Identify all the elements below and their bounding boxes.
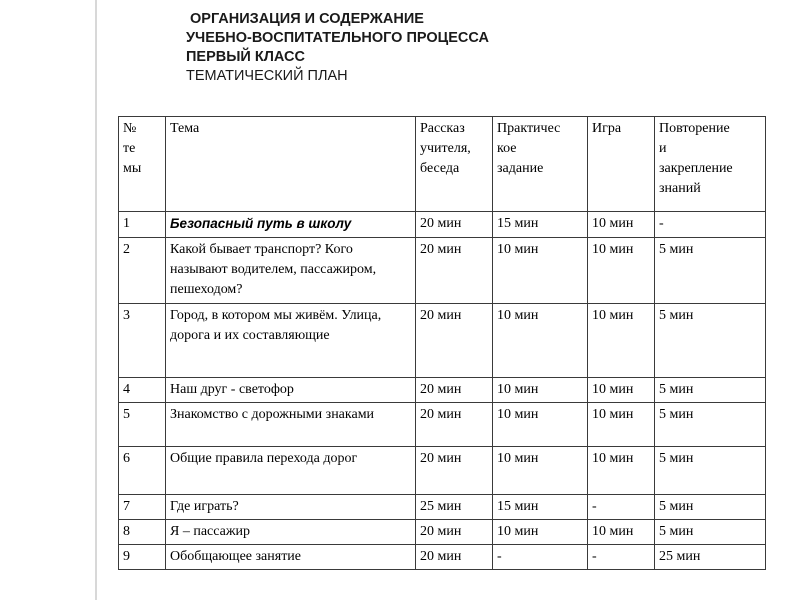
row-review: - — [655, 212, 766, 238]
row-game: 10 мин — [588, 378, 655, 403]
header-line-2: УЧЕБНО-ВОСПИТАТЕЛЬНОГО ПРОЦЕССА — [186, 30, 489, 46]
left-divider-line — [95, 0, 97, 600]
row-topic: Я – пассажир — [166, 520, 416, 545]
row-num: 4 — [119, 378, 166, 403]
col-header-practice-label: Практичес кое задание — [497, 121, 561, 176]
table-row — [119, 212, 766, 238]
table-row — [119, 378, 766, 403]
row-practice: 10 мин — [493, 447, 588, 495]
row-practice: 10 мин — [493, 403, 588, 447]
row-practice: 15 мин — [493, 212, 588, 238]
col-header-game-label: Игра — [592, 121, 622, 136]
table-row — [119, 238, 766, 304]
row-practice: 10 мин — [493, 304, 588, 378]
row-review: 5 мин — [655, 304, 766, 378]
col-header-review — [655, 117, 766, 212]
row-story: 20 мин — [416, 447, 493, 495]
row-review: 5 мин — [655, 495, 766, 520]
row-topic-text: Безопасный путь в школу — [170, 216, 352, 231]
row-topic: Знакомство с дорожными знаками — [166, 403, 416, 447]
row-story: 20 мин — [416, 545, 493, 570]
row-game: 10 мин — [588, 447, 655, 495]
row-practice: - — [493, 545, 588, 570]
row-review: 25 мин — [655, 545, 766, 570]
row-game: - — [588, 495, 655, 520]
table-row — [119, 545, 766, 570]
row-num: 6 — [119, 447, 166, 495]
row-game: 10 мин — [588, 520, 655, 545]
row-practice: 10 мин — [493, 378, 588, 403]
col-header-topic-label: Тема — [170, 121, 200, 136]
row-num: 8 — [119, 520, 166, 545]
row-practice: 10 мин — [493, 238, 588, 304]
document-header — [186, 10, 489, 86]
row-story: 20 мин — [416, 304, 493, 378]
row-num: 1 — [119, 212, 166, 238]
row-num: 9 — [119, 545, 166, 570]
table-header-row — [119, 117, 766, 212]
row-story: 20 мин — [416, 238, 493, 304]
row-num: 3 — [119, 304, 166, 378]
row-review: 5 мин — [655, 403, 766, 447]
col-header-num-label: № те мы — [123, 121, 142, 176]
row-topic: Общие правила перехода дорог — [166, 447, 416, 495]
table-row — [119, 304, 766, 378]
table-row — [119, 447, 766, 495]
col-header-story-label: Рассказ учителя, беседа — [420, 121, 471, 176]
col-header-story — [416, 117, 493, 212]
row-game: - — [588, 545, 655, 570]
row-game: 10 мин — [588, 238, 655, 304]
col-header-num — [119, 117, 166, 212]
row-review: 5 мин — [655, 378, 766, 403]
row-topic: Обобщающее занятие — [166, 545, 416, 570]
row-topic: Город, в котором мы живём. Улица, дорога и их составляющие — [166, 304, 416, 378]
row-practice: 10 мин — [493, 520, 588, 545]
row-topic: Наш друг - светофор — [166, 378, 416, 403]
table-row — [119, 520, 766, 545]
row-topic: Какой бывает транспорт? Кого называют водителем, пассажиром, пешеходом? — [166, 238, 416, 304]
row-num: 7 — [119, 495, 166, 520]
row-story: 20 мин — [416, 520, 493, 545]
row-story: 20 мин — [416, 378, 493, 403]
header-line-1: ОРГАНИЗАЦИЯ И СОДЕРЖАНИЕ — [190, 11, 424, 27]
row-topic: Где играть? — [166, 495, 416, 520]
row-story: 20 мин — [416, 212, 493, 238]
row-review: 5 мин — [655, 447, 766, 495]
row-game: 10 мин — [588, 304, 655, 378]
table-row — [119, 403, 766, 447]
row-num: 5 — [119, 403, 166, 447]
row-review: 5 мин — [655, 520, 766, 545]
table-row — [119, 495, 766, 520]
row-game: 10 мин — [588, 403, 655, 447]
thematic-plan-table — [118, 116, 766, 570]
row-num: 2 — [119, 238, 166, 304]
row-story: 20 мин — [416, 403, 493, 447]
col-header-practice — [493, 117, 588, 212]
row-practice: 15 мин — [493, 495, 588, 520]
row-review: 5 мин — [655, 238, 766, 304]
col-header-game — [588, 117, 655, 212]
header-line-3: ПЕРВЫЙ КЛАСС — [186, 49, 305, 65]
header-line-4: ТЕМАТИЧЕСКИЙ ПЛАН — [186, 68, 348, 84]
row-game: 10 мин — [588, 212, 655, 238]
row-story: 25 мин — [416, 495, 493, 520]
row-topic — [166, 212, 416, 238]
col-header-topic — [166, 117, 416, 212]
col-header-review-label: Повторение и закрепление знаний — [659, 121, 733, 196]
